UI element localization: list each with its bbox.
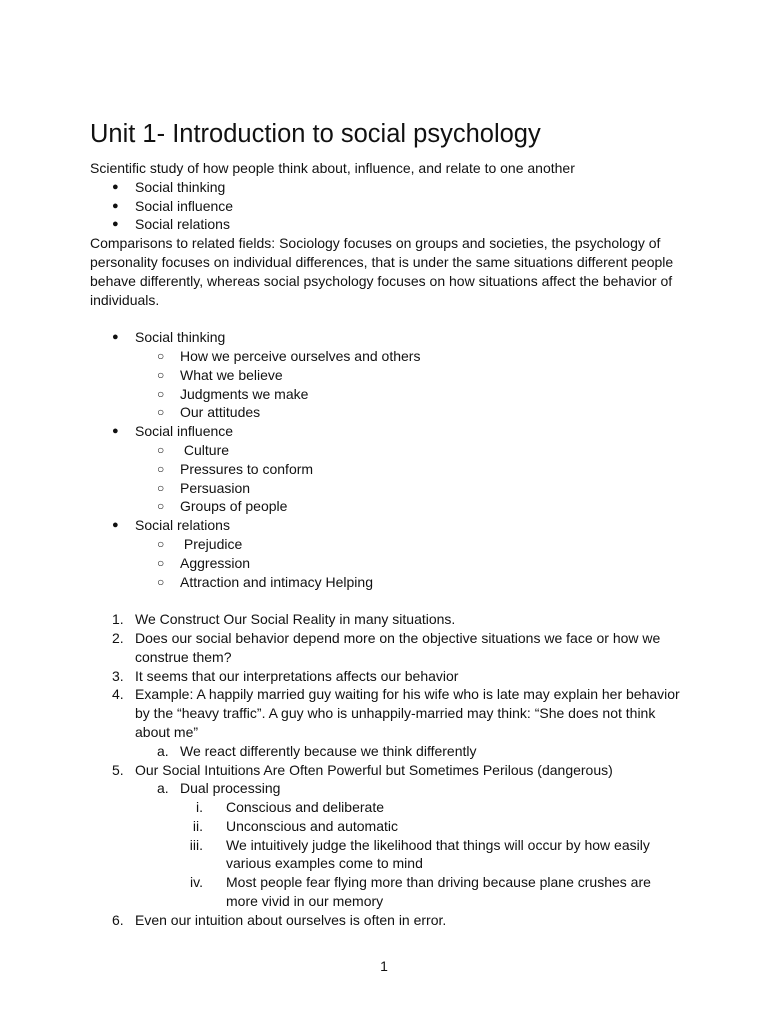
numbered-item: 5. Our Social Intuitions Are Often Powerful but Sometimes Perilous (dangerous) [112,761,613,778]
numbered-item: 3. It seems that our interpretations affects our behavior [112,667,459,684]
topic-heading: ● Social thinking [112,329,226,346]
hollow-bullet-icon: ○ [157,367,165,382]
hollow-bullet-icon: ○ [157,536,165,551]
document-body [90,159,690,930]
hollow-bullet-icon: ○ [157,461,165,476]
roman-subitem-continuation: more vivid in our memory [226,893,384,910]
roman-subitem: iii. We intuitively judge the likelihood that things will occur by how easily [189,836,650,853]
topic-subitem: ○ What we believe [157,366,283,383]
numbered-item: 2. Does our social behavior depend more on the objective situations we face or how we [112,629,661,646]
bullet-icon: ● [112,519,119,532]
topic-subitem: ○ Pressures to conform [157,460,314,477]
roman-subitem: iv. Most people fear flying more than driving because plane crushes are [190,874,651,891]
bullet-icon: ● [112,199,119,212]
numbered-item-continuation: by the “heavy traffic”. A guy who is unhappily-married may think: “She does not think [135,705,656,722]
list-item: ● Social relations [112,216,230,233]
lettered-subitem: a. Dual processing [157,780,281,797]
list-item: ● Social influence [112,197,234,214]
topic-subitem: ○ Groups of people [157,498,288,515]
hollow-bullet-icon: ○ [157,405,165,420]
hollow-bullet-icon: ○ [157,386,165,401]
topic-subitem: ○ How we perceive ourselves and others [157,347,421,364]
topic-subitem: ○ Attraction and intimacy Helping [157,573,373,590]
topic-subitem: ○ Prejudice [157,535,243,552]
topic-subitem: ○ Aggression [157,554,251,571]
bullet-icon: ● [112,331,119,344]
numbered-item-continuation: about me” [135,723,199,740]
bullet-icon: ● [112,425,119,438]
topic-subitem: ○ Our attitudes [157,404,261,421]
roman-subitem-continuation: various examples come to mind [226,855,423,872]
hollow-bullet-icon: ○ [157,348,165,363]
topic-heading: ● Social influence [112,423,234,440]
roman-subitem: i. Conscious and deliberate [196,799,384,816]
topic-subitem: ○ Culture [157,441,230,458]
numbered-item: 1. We Construct Our Social Reality in many situations. [112,611,456,628]
hollow-bullet-icon: ○ [157,499,165,514]
lettered-subitem: a. We react differently because we think differently [157,742,477,759]
hollow-bullet-icon: ○ [157,480,165,495]
intro-paragraph: Scientific study of how people think about, influence, and relate to one another [90,160,575,176]
roman-subitem: ii. Unconscious and automatic [192,817,398,834]
topic-subitem: ○ Persuasion [157,479,251,496]
comparison-paragraph: Comparisons to related fields: Sociology focuses on groups and societies, the psychology of personality focuses on individual differences, that is under the same situations different people behave differently, whereas social psychology focuses on how situations affect the behavior of individuals. [90,235,674,308]
hollow-bullet-icon: ○ [157,555,165,570]
page-number: 1 [380,958,388,974]
hollow-bullet-icon: ○ [157,574,165,589]
topic-heading: ● Social relations [112,517,230,534]
topic-subitem: ○ Judgments we make [157,385,309,402]
page-title: Unit 1- Introduction to social psychology [90,120,541,148]
numbered-item-continuation: construe them? [135,648,232,665]
bullet-icon: ● [112,180,119,193]
numbered-item: 6. Even our intuition about ourselves is often in error. [112,911,447,928]
bullet-icon: ● [112,218,119,231]
list-item: ● Social thinking [112,178,226,195]
numbered-item: 4. Example: A happily married guy waiting for his wife who is late may explain her behavior [112,686,680,703]
hollow-bullet-icon: ○ [157,442,165,457]
